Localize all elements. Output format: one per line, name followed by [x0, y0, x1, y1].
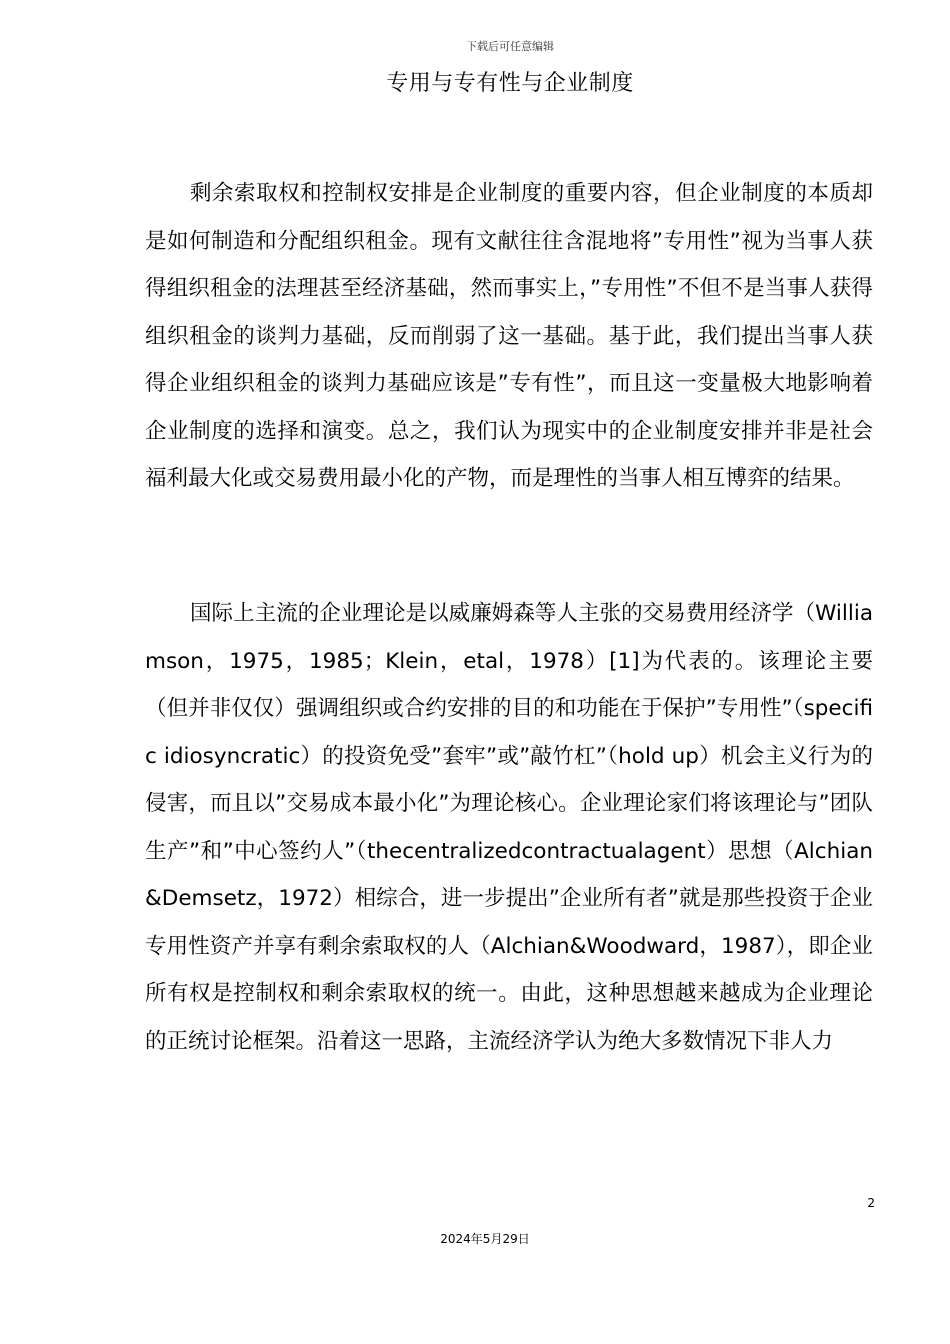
body-paragraph-2: 国际上主流的企业理论是以威廉姆森等人主张的交易费用经济学（Williamson，1975，1985；Klein，etal，1978）[1]为代表的。该理论主要（但并非仅仅）强调组织或合约安排的目的和功能在于保护”专用性”（specific idiosyncratic）的投资免受”套牢”或”敲竹杠”（hold up）机会主义行为的侵害，而且以”交易成本最小化”为理论核心。企业理论家们将该理论与”团队生产”和”中心签约人”（thecentralizedcontractualagent）思想（Alchian&Demsetz，1972）相综合，进一步提出”企业所有者”就是那些投资于企业专用性资产并享有剩余索取权的人（Alchian&Woodward，1987），即企业所有权是控制权和剩余索取权的统一。由此，这种思想越来越成为企业理论的正统讨论框架。沿着这一思路，主流经济学认为绝大多数情况下非人力: [145, 601, 873, 1054]
document-title: 专用与专有性与企业制度: [386, 71, 634, 96]
footer-date: 2024年5月29日: [440, 1232, 530, 1246]
body-paragraph-1: 剩余索取权和控制权安排是企业制度的重要内容，但企业制度的本质却是如何制造和分配组织租金。现有文献往往含混地将”专用性”视为当事人获得组织租金的法理甚至经济基础，然而事实上，”专用性”不但不是当事人获得组织租金的谈判力基础，反而削弱了这一基础。基于此，我们提出当事人获得企业组织租金的谈判力基础应该是”专有性”，而且这一变量极大地影响着企业制度的选择和演变。总之，我们认为现实中的企业制度安排并非是社会福利最大化或交易费用最小化的产物，而是理性的当事人相互博弈的结果。: [145, 181, 873, 491]
header-note: 下载后可任意编辑: [466, 40, 554, 53]
page-number: 2: [867, 1196, 875, 1210]
